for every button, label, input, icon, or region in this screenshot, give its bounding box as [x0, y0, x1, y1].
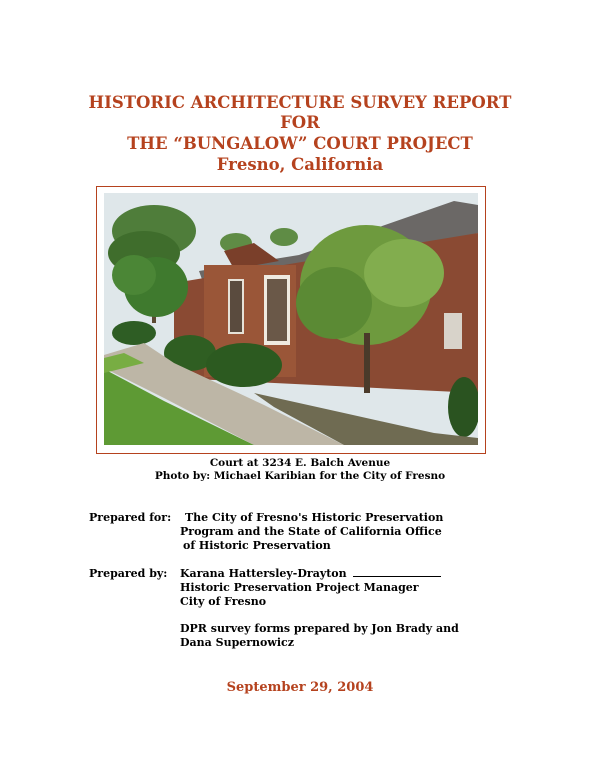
- report-title-line-4: Fresno, California: [216, 155, 384, 174]
- preparer-name: [180, 567, 441, 580]
- preparer-organization: City of Fresno: [180, 595, 267, 608]
- prepared-for-line-3: of Historic Preservation: [183, 539, 331, 552]
- preparer-name-text: Karana Hattersley-Drayton: [180, 567, 347, 580]
- report-title-line-3: THE “BUNGALOW” COURT PROJECT: [127, 134, 473, 153]
- report-title-line-2: FOR: [280, 113, 320, 132]
- signature-line: [353, 567, 441, 577]
- report-date: September 29, 2004: [226, 680, 374, 695]
- dpr-note-line-2: Dana Supernowicz: [180, 636, 294, 649]
- report-title-line-1: HISTORIC ARCHITECTURE SURVEY REPORT: [88, 93, 512, 112]
- prepared-for-line-2: Program and the State of California Office: [180, 525, 442, 538]
- cover-photo: [104, 193, 478, 445]
- prepared-for-label: Prepared for:: [89, 511, 172, 524]
- prepared-by-label: Prepared by:: [89, 567, 168, 580]
- preparer-title: Historic Preservation Project Manager: [180, 581, 419, 594]
- photo-caption-line-2: Photo by: Michael Karibian for the City of Fresno: [154, 470, 446, 482]
- photo-caption-line-1: Court at 3234 E. Balch Avenue: [209, 457, 391, 469]
- dpr-note-line-1: DPR survey forms prepared by Jon Brady and: [180, 622, 459, 635]
- prepared-for-line-1: The City of Fresno's Historic Preservation: [185, 511, 444, 524]
